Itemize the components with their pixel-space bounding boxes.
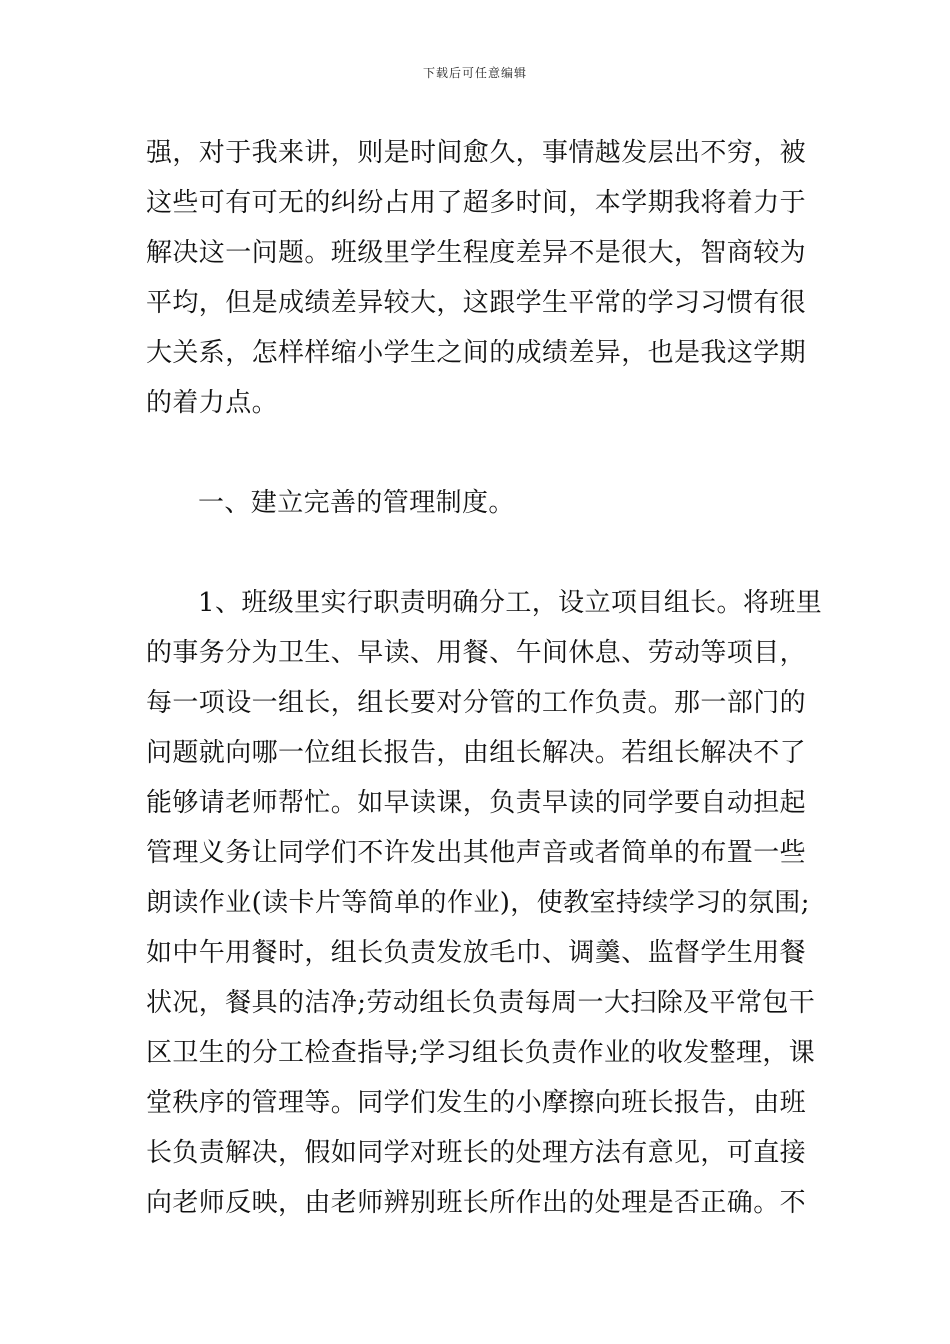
text-line: 每一项设一组长，组长要对分管的工作负责。那一部门的 [146, 688, 807, 718]
text-line: 长负责解决，假如同学对班长的处理方法有意见，可直接 [146, 1138, 807, 1168]
paragraph-gap [146, 428, 806, 478]
text-line: 如中午用餐时，组长负责发放毛巾、调羹、监督学生用餐 [146, 938, 807, 968]
header-note: 下载后可任意编辑 [422, 66, 527, 80]
section-heading: 一、建立完善的管理制度。 [198, 488, 515, 518]
text-line: 管理义务让同学们不许发出其他声音或者简单的布置一些 [146, 838, 807, 868]
text-line: 1、班级里实行职责明确分工，设立项目组长。将班里 [198, 588, 823, 618]
text-line: 强，对于我来讲，则是时间愈久，事情越发层出不穷，被 [146, 138, 807, 168]
text-line: 朗读作业(读卡片等简单的作业)，使教室持续学习的氛围; [146, 888, 810, 918]
text-line: 能够请老师帮忙。如早读课，负责早读的同学要自动担起 [146, 788, 807, 818]
text-line: 区卫生的分工检查指导;学习组长负责作业的收发整理，课 [146, 1038, 816, 1068]
text-line: 平均，但是成绩差异较大，这跟学生平常的学习习惯有很 [146, 288, 807, 318]
text-line: 解决这一问题。班级里学生程度差异不是很大，智商较为 [146, 238, 807, 268]
document-body [146, 128, 823, 1228]
text-line: 状况，餐具的洁净;劳动组长负责每周一大扫除及平常包干 [146, 988, 816, 1018]
text-line: 堂秩序的管理等。同学们发生的小摩擦向班长报告，由班 [146, 1088, 807, 1118]
text-line: 大关系，怎样样缩小学生之间的成绩差异，也是我这学期 [146, 338, 807, 368]
text-line: 这些可有可无的纠纷占用了超多时间，本学期我将着力于 [146, 188, 807, 218]
text-line: 的着力点。 [146, 388, 279, 418]
text-line: 的事务分为卫生、早读、用餐、午间休息、劳动等项目， [146, 638, 807, 668]
text-line: 向老师反映，由老师辨别班长所作出的处理是否正确。不 [146, 1188, 807, 1218]
text-line: 问题就向哪一位组长报告，由组长解决。若组长解决不了 [146, 738, 807, 768]
paragraph-gap [146, 528, 806, 578]
